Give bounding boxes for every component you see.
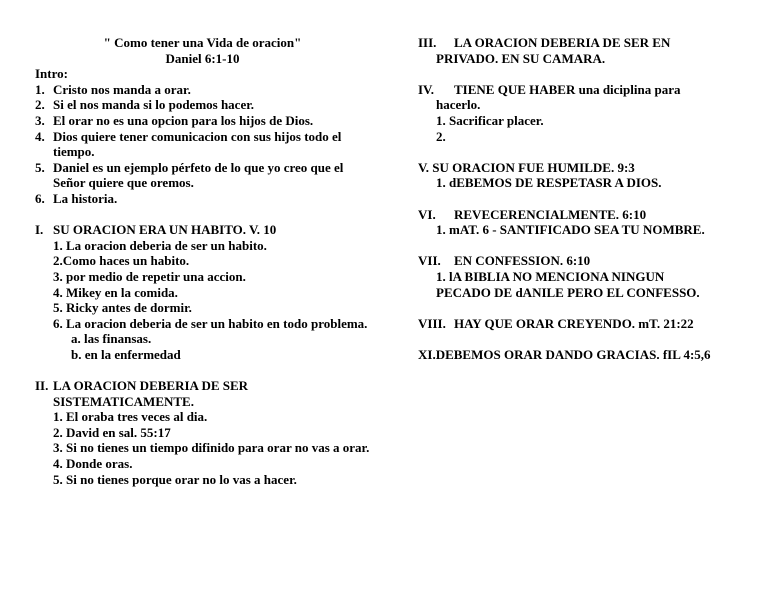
intro-item: 4. Dios quiere tener comunicacion con sus hijos todo el tiempo.	[35, 128, 342, 160]
outline-item: 2. David en sal. 55:17	[53, 424, 171, 440]
outline-item: 4. Mikey en la comida.	[53, 284, 178, 300]
left-column	[35, 35, 370, 487]
section-heading-continued: hacerlo.	[436, 97, 481, 113]
intro-label: Intro:	[35, 66, 68, 82]
right-column	[418, 35, 748, 362]
outline-subitem: a. las finansas.	[71, 331, 152, 347]
outline-item: 6. La oracion deberia de ser un habito en todo problema.	[53, 315, 368, 331]
outline-item: 4. Donde oras.	[53, 456, 133, 472]
outline-item: 5. Ricky antes de dormir.	[53, 300, 192, 316]
intro-item: 6. La historia.	[35, 190, 118, 206]
intro-item: 1. Cristo nos manda a orar.	[35, 81, 191, 97]
outline-subitem: b. en la enfermedad	[71, 346, 181, 362]
spacer	[418, 191, 748, 207]
spacer	[35, 207, 370, 223]
outline-item: 2.Como haces un habito.	[53, 253, 190, 269]
intro-item: 3. El orar no es una opcion para los hijos de Dios.	[35, 112, 314, 128]
outline-item: 3. por medio de repetir una accion.	[53, 268, 246, 284]
section-heading: V. SU ORACION FUE HUMILDE. 9:3	[418, 159, 635, 175]
sermon-title: " Como tener una Vida de oracion"	[103, 35, 302, 50]
spacer	[418, 238, 748, 254]
section-heading: IV. TIENE QUE HABER una diciplina para	[418, 81, 681, 97]
outline-item: 5. Si no tienes porque orar no lo vas a hacer.	[53, 471, 297, 487]
intro-item: 2. Si el nos manda si lo podemos hacer.	[35, 97, 255, 113]
section-heading: II. LA ORACION DEBERIA DE SER SISTEMATICAMENTE.	[35, 378, 249, 409]
section-heading: XI.DEBEMOS ORAR DANDO GRACIAS. fIL 4:5,6	[418, 346, 711, 362]
outline-item: 1. lA BIBLIA NO MENCIONA NINGUN	[436, 268, 665, 284]
spacer	[418, 144, 748, 160]
outline-item: 1. mAT. 6 - SANTIFICADO SEA TU NOMBRE.	[436, 222, 705, 238]
spacer	[35, 362, 370, 378]
spacer	[418, 331, 748, 347]
section-heading: I. SU ORACION ERA UN HABITO. V. 10	[35, 222, 277, 238]
outline-item: 1. El oraba tres veces al dia.	[53, 409, 208, 425]
outline-item: 1. dEBEMOS DE RESPETASR A DIOS.	[436, 175, 662, 191]
spacer	[418, 300, 748, 316]
section-heading: III. LA ORACION DEBERIA DE SER EN	[418, 35, 671, 50]
outline-item: 1. La oracion deberia de ser un habito.	[53, 237, 267, 253]
spacer	[418, 66, 748, 82]
section-heading: VII. EN CONFESSION. 6:10	[418, 253, 591, 269]
section-heading-continued: PRIVADO. EN SU CAMARA.	[436, 50, 606, 66]
outline-item-continued: PECADO DE dANILE PERO EL CONFESSO.	[436, 284, 700, 300]
intro-item: 5. Daniel es un ejemplo pérfeto de lo que yo creo que el Señor quiere que oremos.	[35, 159, 344, 191]
section-heading: VIII. HAY QUE ORAR CREYENDO. mT. 21:22	[418, 315, 694, 331]
section-heading: VI. REVECERENCIALMENTE. 6:10	[418, 206, 647, 222]
outline-item: 3. Si no tienes un tiempo difinido para orar no vas a orar.	[53, 440, 370, 456]
outline-item: 1. Sacrificar placer.	[436, 112, 544, 128]
scripture-reference: Daniel 6:1-10	[165, 50, 240, 66]
outline-item: 2.	[436, 128, 446, 144]
